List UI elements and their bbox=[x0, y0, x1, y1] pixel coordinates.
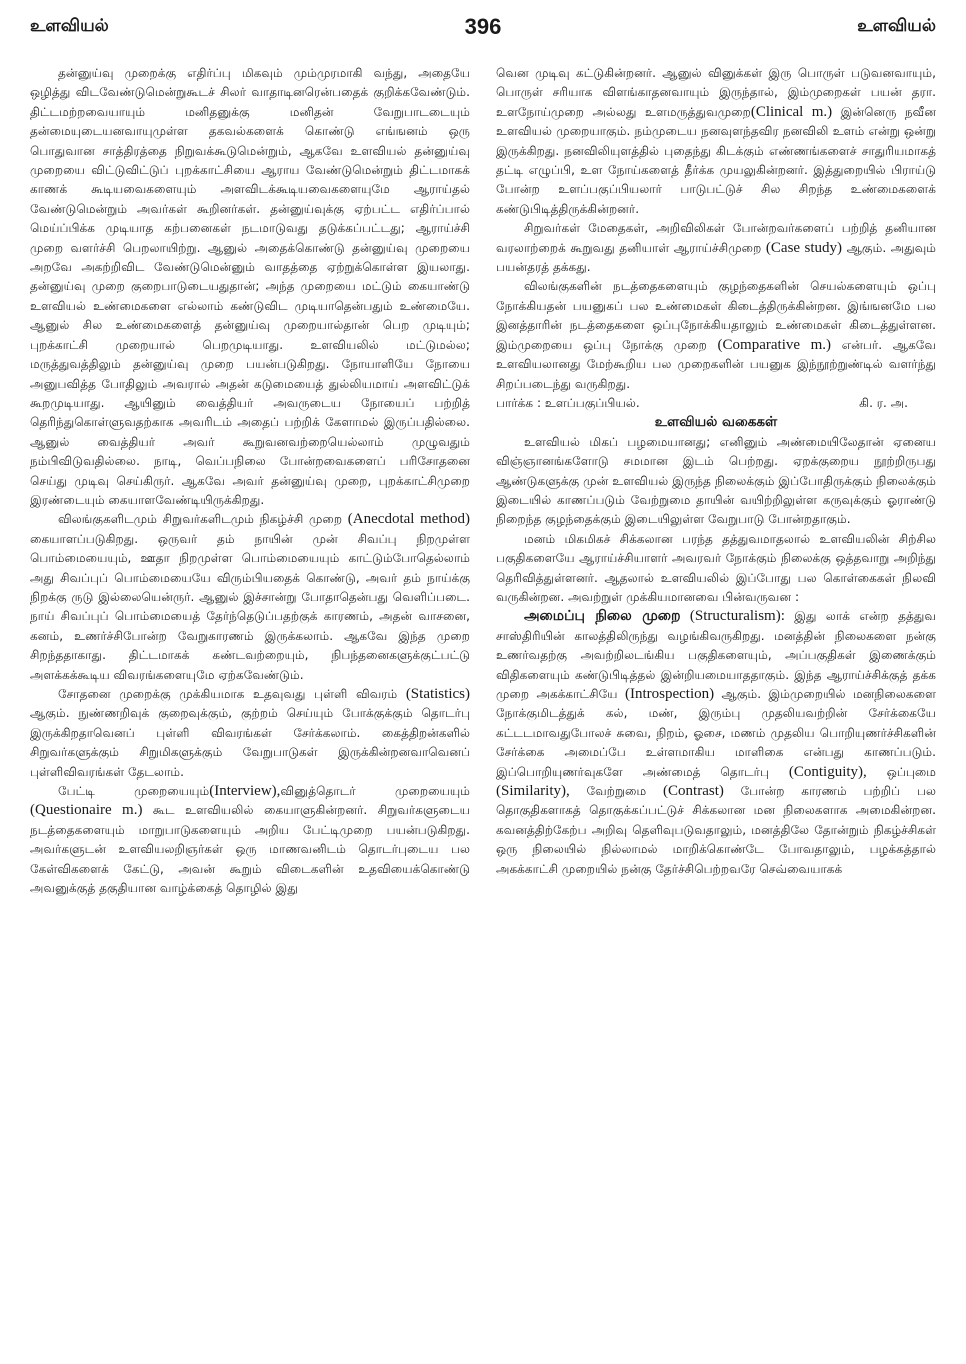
author-initials: கி. ர. அ. bbox=[859, 395, 908, 410]
paragraph-case-study bbox=[496, 219, 936, 277]
english-term: (Contrast) bbox=[663, 783, 724, 800]
paragraph-text: இது லாக் என்ற தத்துவ சாஸ்திரியின் காலத்திலிருந்து வழங்கிவருகிறது. மனத்தின் நிலைகளை நன்கு உணர்வதற்கு அவற்றிலடங்கிய பகுதிகளையும், அப்பகுதிகள் இணைக்கும் விதிகளையும் கண்டுபிடித்தல் இன்றியமையாததாகும். இந்த ஆராய்ச்சிக்குத் தக்க முறை அகக்காட்சியே bbox=[496, 609, 936, 701]
english-term: (Similarity), bbox=[496, 783, 570, 800]
english-term: (Clinical m.) bbox=[750, 103, 833, 120]
running-head-left: உளவியல் bbox=[30, 16, 109, 36]
section-title: உளவியல் வகைகள் bbox=[654, 414, 778, 431]
paragraph-history: உளவியல் மிகப் பழமையானது; எனினும் அண்மையிலேதான் ஏனைய விஞ்ஞானங்களோடு சமமான இடம் பெற்றது. ஏறக்குறைய நூற்றிருபது ஆண்டுகளுக்கு முன் உளவியல் இருந்த நிலைக்கும் இப்போதிருக்கும் நிலைக்கும் இடையில் காணப்படும் வேற்றுமை தாயின் வயிற்றிலுள்ள கருவுக்கும் ஓராண்டு நிறைந்த குழந்தைக்கும் இடையிலுள்ள வேறுபாடு போன்றதாகும். bbox=[496, 434, 936, 527]
paragraph-interview bbox=[30, 782, 470, 898]
paragraph-text: கூட உளவியலில் கையாளுகின்றனர். சிறுவர்களுடைய நடத்தைகளையும் மாறுபாடுகளையும் அறிய பேட்டிமுறை பயன்படுகிறது. அவர்களுடன் உளவியலறிஞர்கள் ஒரு மாணவனிடம் தொடர்புடைய பல கேள்விகளைக் கேட்டு, அவன் கூறும் விடைகளின் உதவியைக்கொண்டு அவனுக்குத் தகுதியான வாழ்க்கைத் தொழில் இது bbox=[30, 803, 470, 896]
paragraph-text: இன்னெரு நவீன உளவியல் முறையாகும். நம்முடைய நனவுளந்தவிர நனவிலி உளம் என்று ஒன்று இருக்கிறது. நனவிலியுளத்தில் புதைந்து கிடக்கும் எண்ணங்களைச் சாதுரியமாகத் தட்டி எழுப்பி, உள நோய்களைத் தீர்க்க முயலுகின்றனர். இத்துறையில் பிராய்டு போன்ற உளப்பகுப்பியலார் பாடுபட்டுச் சில சிறந்த உண்மைகளைக் கண்டுபிடித்திருக்கின்றனர். bbox=[496, 104, 936, 216]
paragraph-text: விலங்குகளிடமும் சிறுவர்களிடமும் நிகழ்ச்சி முறை bbox=[58, 512, 343, 527]
paragraph-anecdotal-method bbox=[30, 510, 470, 685]
paragraph-text: சிறுவர்கள் மேதைகள், அறிவிலிகள் போன்றவர்களைப் பற்றித் தனியான வரலாற்றைக் கூறுவது தனியாள் ஆராய்ச்சிமுறை bbox=[496, 221, 936, 255]
english-term: (Case study) bbox=[765, 239, 843, 256]
english-term: (Interview), bbox=[209, 783, 281, 800]
paragraph-text: ஒப்புமை bbox=[886, 764, 936, 779]
english-term: (Anecdotal method) bbox=[347, 511, 470, 528]
paragraph-text: போன்ற காரணம் பற்றிப் பல தொகுதிகளாகத் தொகுக்கப்பட்டுச் சிக்கலான மன நிலைகளாக அமைகின்றன. கவனத்திற்கேற்ப அறிவு தெளிவுபடுவதாலும், மனத்திலே தோன்றும் நிகழ்ச்சிகள் ஒரு நிலையில் நில்லாமல் மாறிக்கொண்டே போவதாலும், பழக்கத்தால் அகக்காட்சி முறையில் நன்கு தேர்ச்சிபெற்றவரே செவ்வையாகக் bbox=[496, 784, 936, 876]
article-signature bbox=[496, 394, 936, 413]
term-heading: அமைப்பு நிலை முறை bbox=[524, 608, 681, 625]
english-term: (Questionaire m.) bbox=[30, 802, 143, 819]
paragraph-text: வினுத்தொடர் முறையையும் bbox=[280, 784, 470, 799]
paragraph-structuralism bbox=[496, 607, 936, 879]
paragraph-text: ஆகும். இம்முறையில் மனநிலைகளை நோக்குமிடத்துக் கல், மண், இரும்பு முதலியவற்றின் சேர்க்கையே கட்டடமாவதுபோலச் சுவை, நிறம், ஓசை, மணம் முதலிய பொறியுணர்ச்சிகளின் சேர்க்கை அமைப்பே உள்ளமாகிய மாளிகை என்பது காணப்படும். இப்பொறியுணர்வுகளே அண்மைத் தொடர்பு bbox=[496, 687, 936, 779]
left-column bbox=[30, 64, 470, 898]
paragraph-text: ஆகும். அதுவும் பயன்தரத் தக்கது. bbox=[496, 240, 936, 275]
paragraph-text: என்பர். ஆகவே உளவியலானது மேற்கூறிய பல முறைகளின் பயனுக இந்நூற்றுண்டில் வளர்ந்து சிறப்படைந்து வருகிறது. bbox=[496, 337, 936, 391]
paragraph-clinical-method bbox=[496, 64, 936, 219]
see-also: பார்க்க : உளப்பகுப்பியல். bbox=[496, 395, 640, 410]
english-term: (Statistics) bbox=[405, 686, 470, 702]
page-number: 396 bbox=[464, 14, 502, 39]
english-term: (Introspection) bbox=[624, 686, 715, 702]
paragraph-text: வென முடிவு கட்டுகின்றனர். ஆனுல் வினுக்கள் இரு பொருள் படுவனவாயும், பொருள் சரியாக விளங்காதனவாயும் இருந்தால், இம்முறைகள் பயன் தரா. உளநோய்முறை அல்லது உளமருத்துவமுறை bbox=[496, 66, 936, 119]
paragraph-comparative-method bbox=[496, 277, 936, 393]
paragraph-text: கையாளப்படுகிறது. ஒருவர் தம் நாயின் முன் சிவப்பு நிறமுள்ள பொம்மையையும், ஊதா நிறமுள்ள பொம்மையையும் காட்டும்போதெல்லாம் அது சிவப்புப் பொம்மையையே விரும்பியதைக் கொண்டு, அவர் தம் நாய்க்கு நிறக்கு ருடு இல்லையென்ருர். ஆனுல் இச்சான்று போதாதென்பது வெளிப்படை. நாய் சிவப்புப் பொம்மையைத் தேர்ந்தெடுப்பதற்குக் காரணம், அதன் வாசனை, கனம், உணர்ச்சிபோன்ற வேறுகாரணம் இருக்கலாம். ஆகவே இந்த முறை சிறந்ததாகாது. திட்டமாகக் கண்டவற்றையும், நிபந்தனைகளுக்குட்பட்டு அளக்கக்கூடிய விவரங்களையுமே ஏற்கவேண்டும். bbox=[30, 531, 470, 682]
running-head-right: உளவியல் bbox=[857, 16, 936, 36]
english-term: (Structuralism): bbox=[689, 608, 785, 625]
paragraph-text: விலங்குகளின் நடத்தைகளையும் குழந்தைகளின் செயல்களையும் ஒப்பு நோக்கியதன் பயனுகப் பல உண்மைகள் கிடைத்திருக்கின்றன. இங்ஙனமே பல இனத்தாரின் நடத்தைகளை ஒப்புநோக்கியதாலும் உண்மைகள் கிடைத்துள்ளன. இம்முறையை ஒப்பு நோக்கு முறை bbox=[496, 279, 936, 352]
paragraph-text: ஆகும். நுண்ணறிவுக் குறைவுக்கும், குற்றம் செய்யும் போக்குக்கும் தொடர்பு இருக்கிறதாவெனப் புள்ளி விவரங்கள் சேர்க்கலாம். கைத்திறன்களில் சிறுவர்களுக்கும் சிறுமிகளுக்கும் வேறுபாடுகள் இருக்கின்றனவாவெனப் புள்ளிவிவரங்கள் தேடலாம். bbox=[30, 706, 470, 779]
paragraph-text: வேற்றுமை bbox=[586, 784, 647, 799]
page-header bbox=[0, 14, 966, 46]
english-term: (Comparative m.) bbox=[717, 336, 832, 353]
english-term: (Contiguity), bbox=[788, 763, 867, 780]
paragraph-theories: மனம் மிகமிகச் சிக்கலான பரந்த தத்துவமாதலால் உளவியலின் சிற்சில பகுதிகளையே ஆராய்ச்சியாளர் அவரவர் நோக்கும் நிலைக்கு ஒத்தவாறு அறிந்து தெரிவித்துள்ளனர். ஆதலால் உளவியலில் இப்போது பல கொள்கைகள் நிலவி வருகின்றன. அவற்றுள் முக்கியமானவை பின்வருவன : bbox=[496, 531, 936, 604]
paragraph-introspection-opposition: தன்னுய்வு முறைக்கு எதிர்ப்பு மிகவும் மும்முரமாகி வந்து, அதையே ஒழித்து விடவேண்டுமென்றுகூடச் சிலர் வாதாடினரென்பதைக் குறிக்கவேண்டும். திட்டமற்றவையாயும் மனிதனுக்கு மனிதன் வேறுபாடடையும் தன்மையுடையனவாயுமுள்ள தகவல்களைக் கொண்டு எங்ஙனம் ஒரு பொதுவான சாத்திரத்தை நிறுவக்கூடுமென்றும், ஆகவே உளவியல் தன்னுய்வு முறையை விட்டுவிட்டுப் புறக்காட்சியை ஆராய வேண்டுமென்றும் திட்டமாகக் காணக் கூடியவைகளையும் அளவிடக்கூடியவைகளையுமே ஆராய்தல் வேண்டுமென்றும் அவர்கள் கூறினர்கள். தன்னுய்வுக்கு ஏற்பட்ட எதிர்ப்பால் மெய்ப்பிக்க முடியாத கற்பனைகள் நடமாடுவது தடுக்கப்பட்டது; ஆராய்ச்சி முறை வளர்ச்சி பெறலாயிற்று. ஆனுல் அதைக்கொண்டு தன்னுய்வு முறையை அறவே அகற்றிவிட வேண்டுமென்னும் வாதத்தை ஏற்றுக்கொள்ள இயலாது. தன்னுய்வு முறை குறைபாடுடையதுதான்; அந்த முறையை மட்டும் கையாண்டு உளவியல் உண்மைகளை எல்லாம் கண்டுவிட முடியாதென்பதும் உண்மையே. ஆனுல் சில உண்மைகளைத் தன்னுய்வு முறையால்தான் பெற முடியும்; புறக்காட்சி முறையால் பெறமுடியாது. உளவியலில் மட்டுமல்ல; மருத்துவத்திலும் தன்னுய்வு முறை பயன்படுகிறது. நோயாளியே நோயை அனுபவித்த போதிலும் அவரால் அதன் கடுமையைத் துல்லியமாய் அளவிட்டுக் கூறமுடியாது. ஆயினும் வைத்தியர் அவருடைய நோயைப் பற்றித் தெரிந்துகொள்ளுவதற்காக அவரிடம் அதைப் பற்றிக் கேளாமல் இருப்பதில்லை. ஆனுல் வைத்தியர் அவர் கூறுவனவற்றையெல்லாம் முழுவதும் நம்பிவிடுவதில்லை. நாடி, வெப்பநிலை போன்றவைகளைப் பரிசோதனை செய்து முடிவு செய்கிருர். ஆகவே அவர் தன்னுய்வு முறை, புறக்காட்சிமுறை இரண்டையும் கையாளவேண்டியிருக்கிறது. bbox=[30, 66, 470, 507]
paragraph-statistics bbox=[30, 685, 470, 782]
right-column bbox=[496, 64, 936, 879]
paragraph-text: சோதனை முறைக்கு முக்கியமாக உதவுவது புள்ளி விவரம் bbox=[58, 687, 398, 701]
paragraph-text: பேட்டி முறையையும் bbox=[58, 784, 210, 799]
